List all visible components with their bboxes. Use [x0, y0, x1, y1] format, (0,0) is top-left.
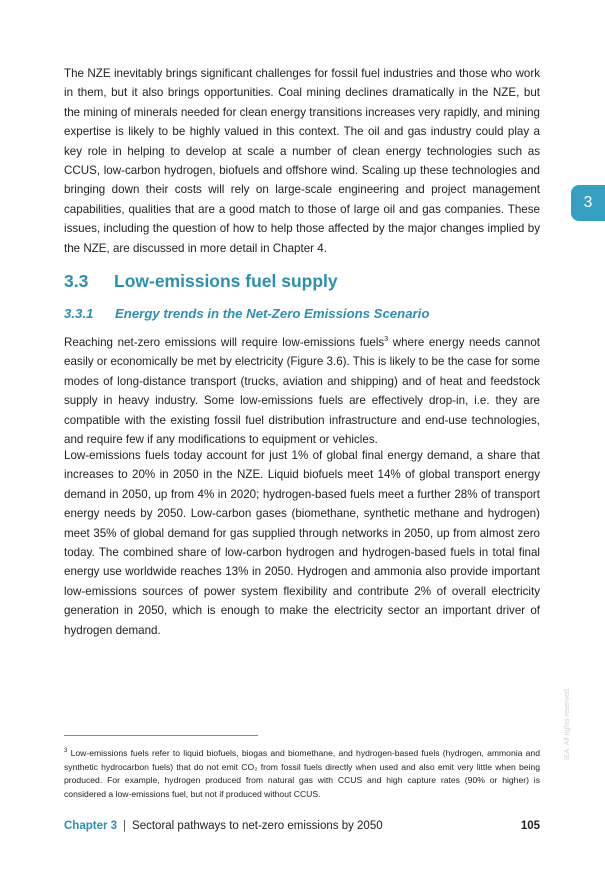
footnote-marker: 3 — [64, 748, 68, 754]
subsection-title: Energy trends in the Net-Zero Emissions Scenario — [115, 306, 430, 321]
chapter-side-tab: 3 — [571, 185, 605, 221]
subsection-number: 3.3.1 — [64, 306, 94, 321]
body-paragraph-1: The NZE inevitably brings significant challenges for fossil fuel industries and those who work in them, but it also brings opportunities. Coal mining declines dramatically in the NZE, but the mining of minerals needed for clean energy transitions increases very rapidly, and mining expertise is likely to be highly valued in this context. The oil and gas industry could play a key role in helping to develop at scale a number of clean energy technologies such as CCUS, low-carbon hydrogen, biofuels and offshore wind. Scaling up these technologies and bringing down their costs will rely on large-scale engineering and project management capabilities, qualities that are a good match to those of large oil and gas companies. These issues, including the question of how to help those affected by the major changes implied by the NZE, are discussed in more detail in Chapter 4. — [64, 67, 540, 255]
footnote-reference[interactable]: 3 — [384, 336, 389, 343]
paragraph-2-text-start: Reaching net-zero emissions will require low-emissions fuels — [64, 336, 385, 349]
subsection-heading — [64, 306, 429, 321]
body-paragraph-2 — [64, 333, 540, 449]
copyright-watermark: IEA. All rights reserved. — [564, 687, 571, 760]
footer-separator: | — [123, 820, 127, 832]
body-paragraph-3: Low-emissions fuels today account for just 1% of global final energy demand, a share that increases to 20% in 2050 in the NZE. Liquid biofuels meet 14% of global transport energy demand in 2050, up from 4% in 2020; hydrogen-based fuels meet a further 28% of transport energy needs by 2050. Low-carbon gases (biomethane, synthetic methane and hydrogen) meet 35% of global demand for gas supplied through networks in 2050, up from almost zero today. The combined share of low-carbon hydrogen and hydrogen-based fuels in total final energy use worldwide reaches 13% in 2050. Hydrogen and ammonia also provide important low-emissions sources of power system flexibility and contribute 2% of overall electricity generation in 2050, which is enough to make the electricity sector an important driver of hydrogen demand. — [64, 449, 540, 637]
footnote — [64, 747, 540, 801]
paragraph-2-text-end: where energy needs cannot easily or economically be met by electricity (Figure 3.6). This is likely to be the case for some modes of long-distance transport (trucks, aviation and shipping) and of heat and feedstock supply in heavy industry. Some low-emissions fuels are effectively drop-in, i.e. they are compatible with the existing fossil fuel distribution infrastructure and end-use technologies, and require few if any modifications to equipment or vehicles. — [64, 336, 540, 447]
section-heading — [64, 271, 338, 292]
footnote-text: Low-emissions fuels refer to liquid biofuels, biogas and biomethane, and hydrogen-based fuels (hydrogen, ammonia and synthetic hydrocarbon fuels) that do not emit CO₂ from fossil fuels directly when used and also emit very little when being produced. For example, hydrogen produced from natural gas with CCUS and high capture rates (90% or higher) is considered a low-emissions fuel, but not if produced without CCUS. — [64, 748, 540, 799]
page-number: 105 — [520, 820, 540, 832]
section-number: 3.3 — [64, 271, 89, 291]
footnote-divider — [64, 735, 258, 736]
footer-chapter-title: Sectoral pathways to net-zero emissions by 2050 — [132, 820, 383, 832]
footer-chapter-label: Chapter 3 — [64, 820, 118, 832]
section-title: Low-emissions fuel supply — [114, 271, 338, 291]
page-footer — [64, 820, 540, 838]
